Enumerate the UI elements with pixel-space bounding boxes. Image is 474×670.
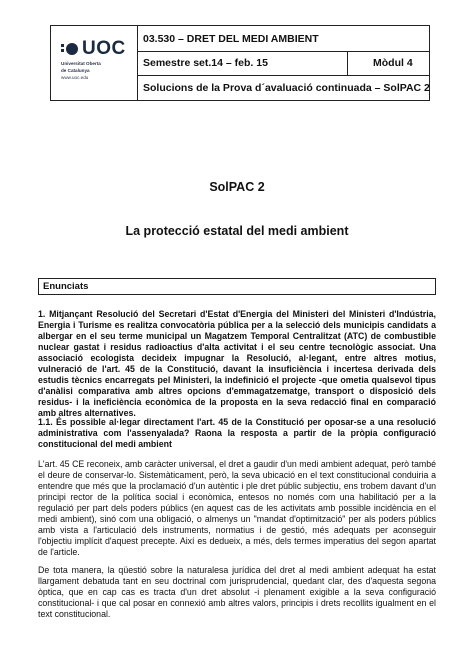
course-row xyxy=(137,26,429,52)
logo-wordmark: UOC xyxy=(82,38,126,59)
document-title: SolPAC 2 xyxy=(209,180,265,194)
document-subtitle: La protecció estatal del medi ambient xyxy=(125,224,349,238)
section-label: Enunciats xyxy=(43,281,89,292)
semester: Semestre set.14 – feb. 15 xyxy=(143,57,268,69)
answer-paragraph-2: De tota manera, la qüestió sobre la naturalesa jurídica del dret al medi ambient adequat ha estat llargament debatuda tant en seu doctrinal com jurisprudencial, quedant clar, des d'aquesta segona òptica, que en cap cas es tracta d'un dret absolut -i plenament exigible a la seva configuració constitucional- i que cal posar en connexió amb altres valors, principis i drets recollits igualment en el text constitucional. xyxy=(38,565,436,619)
logo-cell xyxy=(51,26,138,100)
logo-url: www.uoc.edu xyxy=(61,75,89,80)
section-heading-box xyxy=(38,278,436,295)
uoc-logo-icon xyxy=(61,41,79,57)
cell-divider xyxy=(347,51,348,75)
uoc-logo xyxy=(61,38,126,80)
question-1-1: 1.1. És possible al·legar directament l'art. 45 de la Constitució per oposar-se a una resolució administrativa com l'assenyalada? Raona la resposta a partir de la pròpia configuració constitucional del medi ambient xyxy=(38,417,436,449)
header-table xyxy=(50,25,430,101)
logo-line1: Universitat Oberta xyxy=(61,61,101,66)
module: Mòdul 4 xyxy=(373,57,413,69)
logo-line2: de Catalunya xyxy=(61,67,90,73)
description: Solucions de la Prova d´avaluació continuada – SolPAC 2 xyxy=(143,81,430,94)
description-row xyxy=(137,75,429,100)
course-title: 03.530 – DRET DEL MEDI AMBIENT xyxy=(143,32,319,45)
question-intro: 1. Mitjançant Resolució del Secretari d'Estat d'Energia del Ministeri del Ministeri d'Indústria, Energia i Turisme es realitza convocatòria pública per a la selecció dels municipis candidats a albergar en el seu terme municipal un Magatzem Temporal Centralitzat (ATC) de combustible nuclear gastat i residus radioactius d'alta activitat i el seu centre tecnològic associat. Una associació ecologista decideix impugnar la Resolució, al·legant, entre altres motius, vulneració de l'art. 45 de la Constitució, davant la insuficiència i incertesa derivada dels estudis tècnics encarregats pel Ministeri, la indefinició el projecte -que ometia qualsevol tipus d'anàlisi comparativa amb altres opcions d'emmagatzematge, transport o disposició dels residus- i la ineficiència econòmica de la proposta en la seva redacció final en comparació amb altres alternatives. xyxy=(38,309,436,418)
semester-row xyxy=(137,51,429,76)
answer-paragraph-1: L'art. 45 CE reconeix, amb caràcter universal, el dret a gaudir d'un medi ambient adequat, però també el deure de conservar-lo. Sistemàticament, però, la seva ubicació en el text constitucional conduiria a entendre que més que la proclamació d'un autèntic i ple dret públic subjectiu, ens trobem davant d'un principi rector de la política social i econòmica, entesos no només com una habilitació per a la regulació per part dels poders públics (en aquest cas de les activitats amb possible incidència en el medi ambient), sinó com una obligació, o almenys un "mandat d'optimització" per als poders públics amb vista a l'articulació dels instruments, normatius i de gestió, més adequats per aconseguir l'objectiu implícit d'aquest precepte. Així es dedueix, a més, dels termes imperatius del segon apartat de l'article. xyxy=(38,459,436,557)
